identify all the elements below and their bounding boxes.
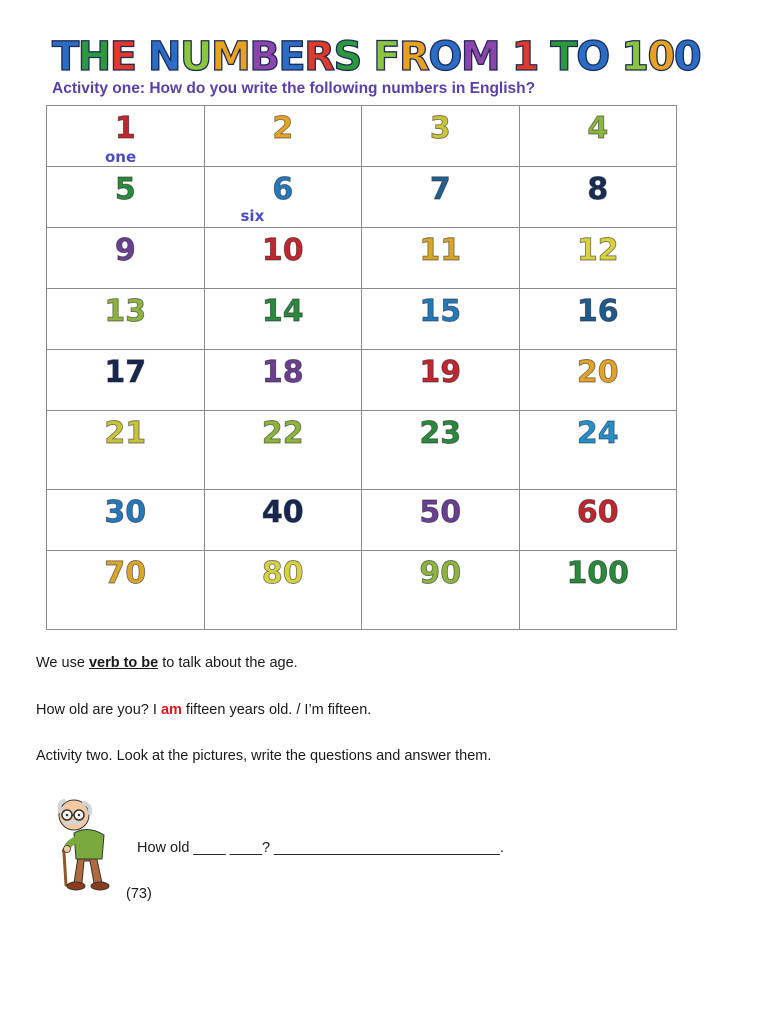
text: to talk about the age. <box>158 655 298 671</box>
number-cell[interactable] <box>519 106 677 167</box>
number-cell[interactable] <box>47 551 205 630</box>
title-letter: R <box>304 34 334 80</box>
title-letter <box>499 34 511 80</box>
title-letter: 1 <box>621 34 648 80</box>
number-cell[interactable] <box>204 167 362 228</box>
number-row <box>47 350 677 411</box>
exercise-age: (73) <box>126 886 152 902</box>
number-cell[interactable] <box>519 228 677 289</box>
title-letter: O <box>428 34 461 80</box>
number-row <box>47 167 677 228</box>
title-letter: O <box>576 34 609 80</box>
exercise-question: How old ____ ____? ____________________________. <box>137 840 504 856</box>
number-value: 22 <box>261 416 304 451</box>
number-cell[interactable] <box>519 350 677 411</box>
number-value: 18 <box>261 355 304 390</box>
title-letter: T <box>550 34 577 80</box>
verb-to-be-sentence <box>36 655 298 671</box>
number-value: 40 <box>261 495 304 530</box>
verb-to-be-highlight: verb to be <box>88 655 159 671</box>
page-title <box>52 34 700 80</box>
number-row <box>47 551 677 630</box>
number-value: 3 <box>429 111 451 146</box>
number-word: six <box>240 207 265 225</box>
number-value: 12 <box>576 233 619 268</box>
number-value: 80 <box>261 556 304 591</box>
title-letter: E <box>109 34 136 80</box>
number-cell[interactable] <box>204 490 362 551</box>
title-letter: 0 <box>647 34 674 80</box>
number-row <box>47 411 677 490</box>
number-cell[interactable] <box>362 289 520 350</box>
title-letter: S <box>333 34 361 80</box>
number-value: 4 <box>587 111 609 146</box>
number-value: 21 <box>104 416 147 451</box>
number-cell[interactable] <box>204 551 362 630</box>
title-letter: N <box>148 34 181 80</box>
text: How old are you? I <box>36 702 161 718</box>
number-value: 19 <box>419 355 462 390</box>
number-word: one <box>105 148 137 166</box>
number-cell[interactable] <box>47 167 205 228</box>
title-letter: U <box>180 34 212 80</box>
number-cell[interactable] <box>519 167 677 228</box>
number-value: 8 <box>587 172 609 207</box>
title-letter: F <box>373 34 400 80</box>
number-value: 1 <box>114 111 136 146</box>
title-letter: E <box>278 34 305 80</box>
title-letter <box>361 34 373 80</box>
number-value: 10 <box>261 233 304 268</box>
number-cell[interactable] <box>519 289 677 350</box>
number-cell[interactable] <box>47 106 205 167</box>
number-row <box>47 228 677 289</box>
title-letter: 1 <box>511 34 538 80</box>
number-cell[interactable] <box>519 490 677 551</box>
number-cell[interactable] <box>362 106 520 167</box>
number-value: 5 <box>114 172 136 207</box>
number-value: 17 <box>104 355 147 390</box>
title-letter: H <box>77 34 110 80</box>
number-cell[interactable] <box>204 228 362 289</box>
number-value: 24 <box>576 416 619 451</box>
number-value: 23 <box>419 416 462 451</box>
title-letter <box>136 34 148 80</box>
text: We use <box>36 655 89 671</box>
title-letter: R <box>399 34 429 80</box>
number-value: 15 <box>419 294 462 329</box>
title-letter <box>609 34 621 80</box>
number-value: 20 <box>576 355 619 390</box>
number-cell[interactable] <box>204 411 362 490</box>
number-cell[interactable] <box>204 350 362 411</box>
number-cell[interactable] <box>362 167 520 228</box>
number-cell[interactable] <box>47 490 205 551</box>
number-cell[interactable] <box>519 551 677 630</box>
number-cell[interactable] <box>47 350 205 411</box>
number-value: 90 <box>419 556 462 591</box>
number-cell[interactable] <box>362 350 520 411</box>
number-value: 50 <box>419 495 462 530</box>
title-letter: M <box>211 34 250 80</box>
am-highlight: am <box>160 702 182 718</box>
number-row <box>47 289 677 350</box>
number-value: 30 <box>104 495 147 530</box>
number-row <box>47 106 677 167</box>
number-value: 13 <box>104 294 147 329</box>
activity-two-instruction: Activity two. Look at the pictures, write the questions and answer them. <box>36 748 492 764</box>
number-cell[interactable] <box>204 106 362 167</box>
number-value: 11 <box>419 233 462 268</box>
numbers-table <box>46 105 677 630</box>
number-cell[interactable] <box>362 228 520 289</box>
number-value: 16 <box>576 294 619 329</box>
number-value: 6 <box>272 172 294 207</box>
number-cell[interactable] <box>204 289 362 350</box>
title-letter: T <box>52 34 78 80</box>
old-man-with-cane-icon <box>48 793 122 893</box>
number-cell[interactable] <box>47 228 205 289</box>
number-value: 60 <box>576 495 619 530</box>
activity-one-instruction: Activity one: How do you write the following numbers in English? <box>52 80 536 97</box>
number-value: 70 <box>104 556 147 591</box>
title-letter: M <box>460 34 500 80</box>
number-value: 2 <box>272 111 294 146</box>
number-value: 14 <box>261 294 304 329</box>
title-letter: 0 <box>673 34 701 80</box>
number-cell[interactable] <box>362 411 520 490</box>
number-cell[interactable] <box>47 289 205 350</box>
number-cell[interactable] <box>519 411 677 490</box>
number-value: 9 <box>114 233 136 268</box>
title-letter: B <box>249 34 279 80</box>
number-row <box>47 490 677 551</box>
number-cell[interactable] <box>47 411 205 490</box>
text: fifteen years old. / I’m fifteen. <box>181 702 372 718</box>
number-cell[interactable] <box>362 551 520 630</box>
title-letter <box>538 34 550 80</box>
example-sentence <box>36 702 371 718</box>
number-value: 7 <box>429 172 451 207</box>
number-cell[interactable] <box>362 490 520 551</box>
number-value: 100 <box>566 556 630 591</box>
